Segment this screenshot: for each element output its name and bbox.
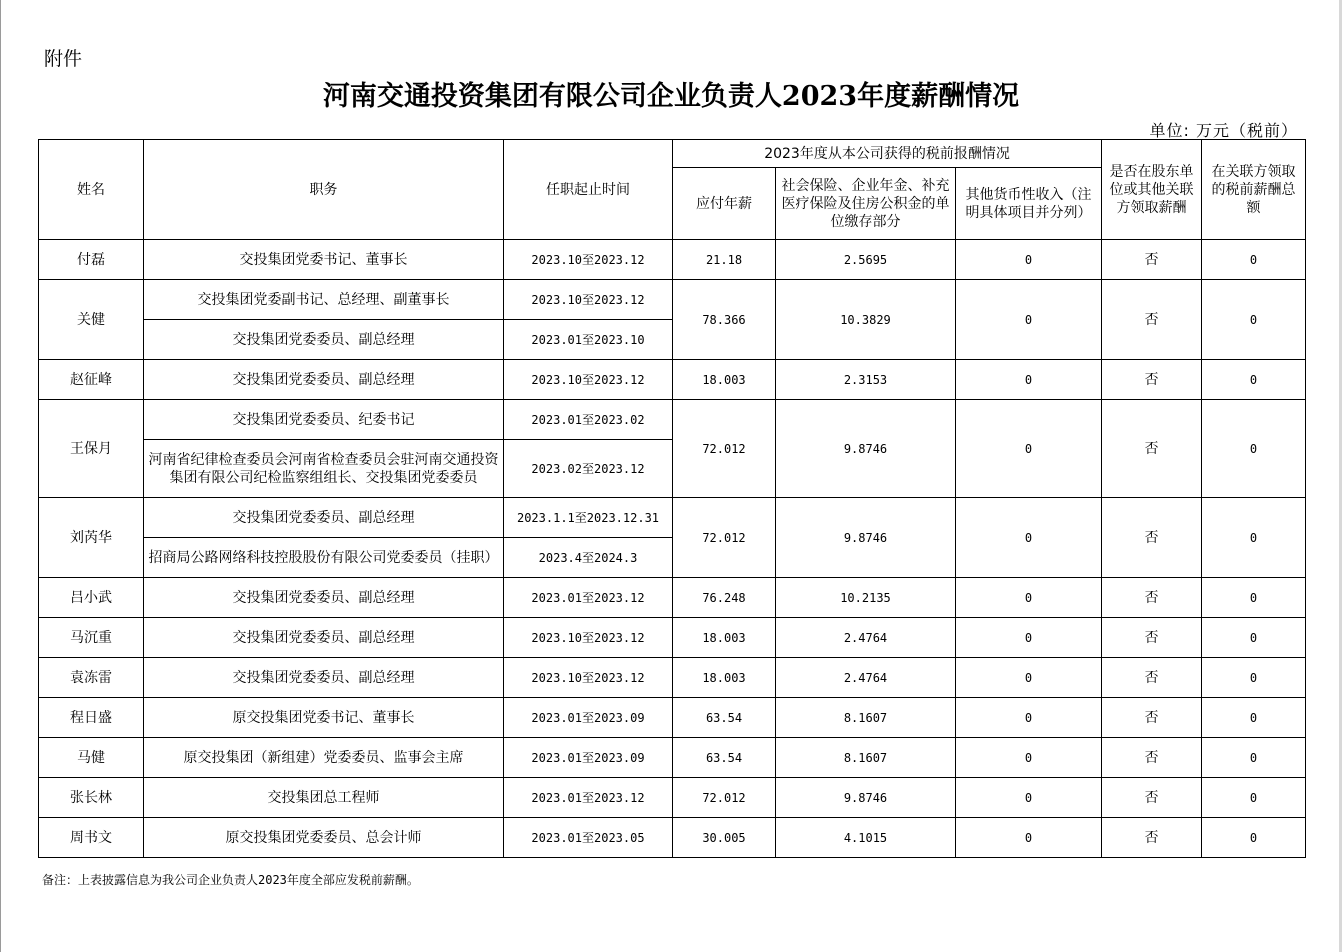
cell-salary: 18.003 xyxy=(673,618,776,658)
header-group: 2023年度从本公司获得的税前报酬情况 xyxy=(673,140,1102,168)
cell-related: 0 xyxy=(1202,240,1306,280)
cell-related: 0 xyxy=(1202,360,1306,400)
table-row xyxy=(39,578,1306,618)
header-term: 任职起止时间 xyxy=(504,140,673,240)
cell-shareholder: 否 xyxy=(1102,658,1202,698)
cell-related: 0 xyxy=(1202,778,1306,818)
cell-insurance: 9.8746 xyxy=(776,778,956,818)
cell-shareholder: 否 xyxy=(1102,618,1202,658)
cell-position: 原交投集团（新组建）党委委员、监事会主席 xyxy=(144,738,504,778)
cell-position: 原交投集团党委书记、董事长 xyxy=(144,698,504,738)
cell-salary: 18.003 xyxy=(673,658,776,698)
cell-name: 王保月 xyxy=(39,400,144,498)
table-row xyxy=(39,658,1306,698)
cell-related: 0 xyxy=(1202,618,1306,658)
cell-name: 关健 xyxy=(39,280,144,360)
cell-related: 0 xyxy=(1202,658,1306,698)
attachment-label: 附件 xyxy=(44,48,83,70)
cell-shareholder: 否 xyxy=(1102,698,1202,738)
cell-term: 2023.01至2023.02 xyxy=(504,400,673,440)
cell-position: 交投集团党委委员、副总经理 xyxy=(144,498,504,538)
cell-name: 袁冻雷 xyxy=(39,658,144,698)
cell-other: 0 xyxy=(956,818,1102,858)
table-row xyxy=(39,400,1306,440)
cell-salary: 72.012 xyxy=(673,400,776,498)
cell-other: 0 xyxy=(956,498,1102,578)
cell-shareholder: 否 xyxy=(1102,818,1202,858)
cell-name: 程日盛 xyxy=(39,698,144,738)
cell-other: 0 xyxy=(956,618,1102,658)
cell-salary: 63.54 xyxy=(673,698,776,738)
table-row xyxy=(39,498,1306,538)
cell-name: 吕小武 xyxy=(39,578,144,618)
cell-insurance: 10.3829 xyxy=(776,280,956,360)
cell-term: 2023.01至2023.12 xyxy=(504,578,673,618)
header-name: 姓名 xyxy=(39,140,144,240)
cell-shareholder: 否 xyxy=(1102,360,1202,400)
cell-insurance: 4.1015 xyxy=(776,818,956,858)
cell-shareholder: 否 xyxy=(1102,280,1202,360)
cell-salary: 21.18 xyxy=(673,240,776,280)
cell-salary: 63.54 xyxy=(673,738,776,778)
header-related-total: 在关联方领取的税前薪酬总额 xyxy=(1202,140,1306,240)
cell-insurance: 2.4764 xyxy=(776,618,956,658)
footnote: 备注：上表披露信息为我公司企业负责人2023年度全部应发税前薪酬。 xyxy=(42,873,419,887)
cell-term: 2023.4至2024.3 xyxy=(504,538,673,578)
header-insurance: 社会保险、企业年金、补充医疗保险及住房公积金的单位缴存部分 xyxy=(776,168,956,240)
cell-insurance: 2.4764 xyxy=(776,658,956,698)
table-body xyxy=(39,240,1306,858)
cell-position: 交投集团党委委员、副总经理 xyxy=(144,578,504,618)
cell-related: 0 xyxy=(1202,578,1306,618)
table-row xyxy=(39,698,1306,738)
unit-label: 单位: 万元（税前） xyxy=(1149,121,1298,140)
cell-related: 0 xyxy=(1202,498,1306,578)
cell-name: 付磊 xyxy=(39,240,144,280)
cell-position: 交投集团党委委员、副总经理 xyxy=(144,320,504,360)
cell-term: 2023.01至2023.12 xyxy=(504,778,673,818)
cell-term: 2023.10至2023.12 xyxy=(504,360,673,400)
table-row xyxy=(39,360,1306,400)
cell-term: 2023.01至2023.09 xyxy=(504,738,673,778)
document-title: 河南交通投资集团有限公司企业负责人2023年度薪酬情况 xyxy=(322,81,1020,112)
cell-position: 交投集团党委委员、副总经理 xyxy=(144,658,504,698)
cell-salary: 72.012 xyxy=(673,498,776,578)
cell-related: 0 xyxy=(1202,738,1306,778)
cell-name: 张长林 xyxy=(39,778,144,818)
cell-other: 0 xyxy=(956,240,1102,280)
header-shareholder: 是否在股东单位或其他关联方领取薪酬 xyxy=(1102,140,1202,240)
cell-other: 0 xyxy=(956,578,1102,618)
cell-related: 0 xyxy=(1202,400,1306,498)
cell-salary: 72.012 xyxy=(673,778,776,818)
cell-shareholder: 否 xyxy=(1102,778,1202,818)
cell-term: 2023.10至2023.12 xyxy=(504,280,673,320)
cell-shareholder: 否 xyxy=(1102,240,1202,280)
cell-term: 2023.1.1至2023.12.31 xyxy=(504,498,673,538)
cell-position: 交投集团党委委员、纪委书记 xyxy=(144,400,504,440)
cell-related: 0 xyxy=(1202,698,1306,738)
cell-position: 原交投集团党委委员、总会计师 xyxy=(144,818,504,858)
table-row xyxy=(39,738,1306,778)
cell-shareholder: 否 xyxy=(1102,578,1202,618)
window-left-edge xyxy=(0,0,1,952)
cell-term: 2023.10至2023.12 xyxy=(504,240,673,280)
header-salary: 应付年薪 xyxy=(673,168,776,240)
cell-name: 周书文 xyxy=(39,818,144,858)
cell-term: 2023.02至2023.12 xyxy=(504,440,673,498)
cell-other: 0 xyxy=(956,658,1102,698)
cell-insurance: 9.8746 xyxy=(776,400,956,498)
cell-insurance: 2.3153 xyxy=(776,360,956,400)
cell-name: 刘芮华 xyxy=(39,498,144,578)
cell-name: 赵征峰 xyxy=(39,360,144,400)
cell-other: 0 xyxy=(956,400,1102,498)
cell-salary: 76.248 xyxy=(673,578,776,618)
cell-salary: 18.003 xyxy=(673,360,776,400)
table-row xyxy=(39,280,1306,320)
cell-position: 交投集团党委书记、董事长 xyxy=(144,240,504,280)
cell-term: 2023.10至2023.12 xyxy=(504,658,673,698)
header-other: 其他货币性收入（注明具体项目并分列） xyxy=(956,168,1102,240)
table-row xyxy=(39,240,1306,280)
cell-term: 2023.10至2023.12 xyxy=(504,618,673,658)
cell-name: 马健 xyxy=(39,738,144,778)
cell-insurance: 8.1607 xyxy=(776,738,956,778)
table-row xyxy=(39,618,1306,658)
cell-shareholder: 否 xyxy=(1102,498,1202,578)
cell-related: 0 xyxy=(1202,280,1306,360)
table-row xyxy=(39,778,1306,818)
cell-position: 交投集团党委委员、副总经理 xyxy=(144,360,504,400)
cell-name: 马沉重 xyxy=(39,618,144,658)
cell-position: 交投集团党委委员、副总经理 xyxy=(144,618,504,658)
cell-position: 招商局公路网络科技控股股份有限公司党委委员（挂职） xyxy=(144,538,504,578)
table-header xyxy=(39,140,1306,240)
table-row xyxy=(39,818,1306,858)
cell-insurance: 10.2135 xyxy=(776,578,956,618)
salary-table xyxy=(38,139,1306,858)
cell-position: 交投集团总工程师 xyxy=(144,778,504,818)
cell-other: 0 xyxy=(956,778,1102,818)
cell-term: 2023.01至2023.10 xyxy=(504,320,673,360)
cell-insurance: 9.8746 xyxy=(776,498,956,578)
cell-other: 0 xyxy=(956,360,1102,400)
cell-salary: 30.005 xyxy=(673,818,776,858)
cell-shareholder: 否 xyxy=(1102,400,1202,498)
cell-term: 2023.01至2023.05 xyxy=(504,818,673,858)
cell-salary: 78.366 xyxy=(673,280,776,360)
cell-other: 0 xyxy=(956,698,1102,738)
cell-related: 0 xyxy=(1202,818,1306,858)
cell-position: 交投集团党委副书记、总经理、副董事长 xyxy=(144,280,504,320)
cell-term: 2023.01至2023.09 xyxy=(504,698,673,738)
cell-shareholder: 否 xyxy=(1102,738,1202,778)
cell-insurance: 2.5695 xyxy=(776,240,956,280)
cell-other: 0 xyxy=(956,280,1102,360)
header-position: 职务 xyxy=(144,140,504,240)
cell-insurance: 8.1607 xyxy=(776,698,956,738)
cell-position: 河南省纪律检查委员会河南省检查委员会驻河南交通投资集团有限公司纪检监察组组长、交投集团党委委员 xyxy=(144,440,504,498)
cell-other: 0 xyxy=(956,738,1102,778)
